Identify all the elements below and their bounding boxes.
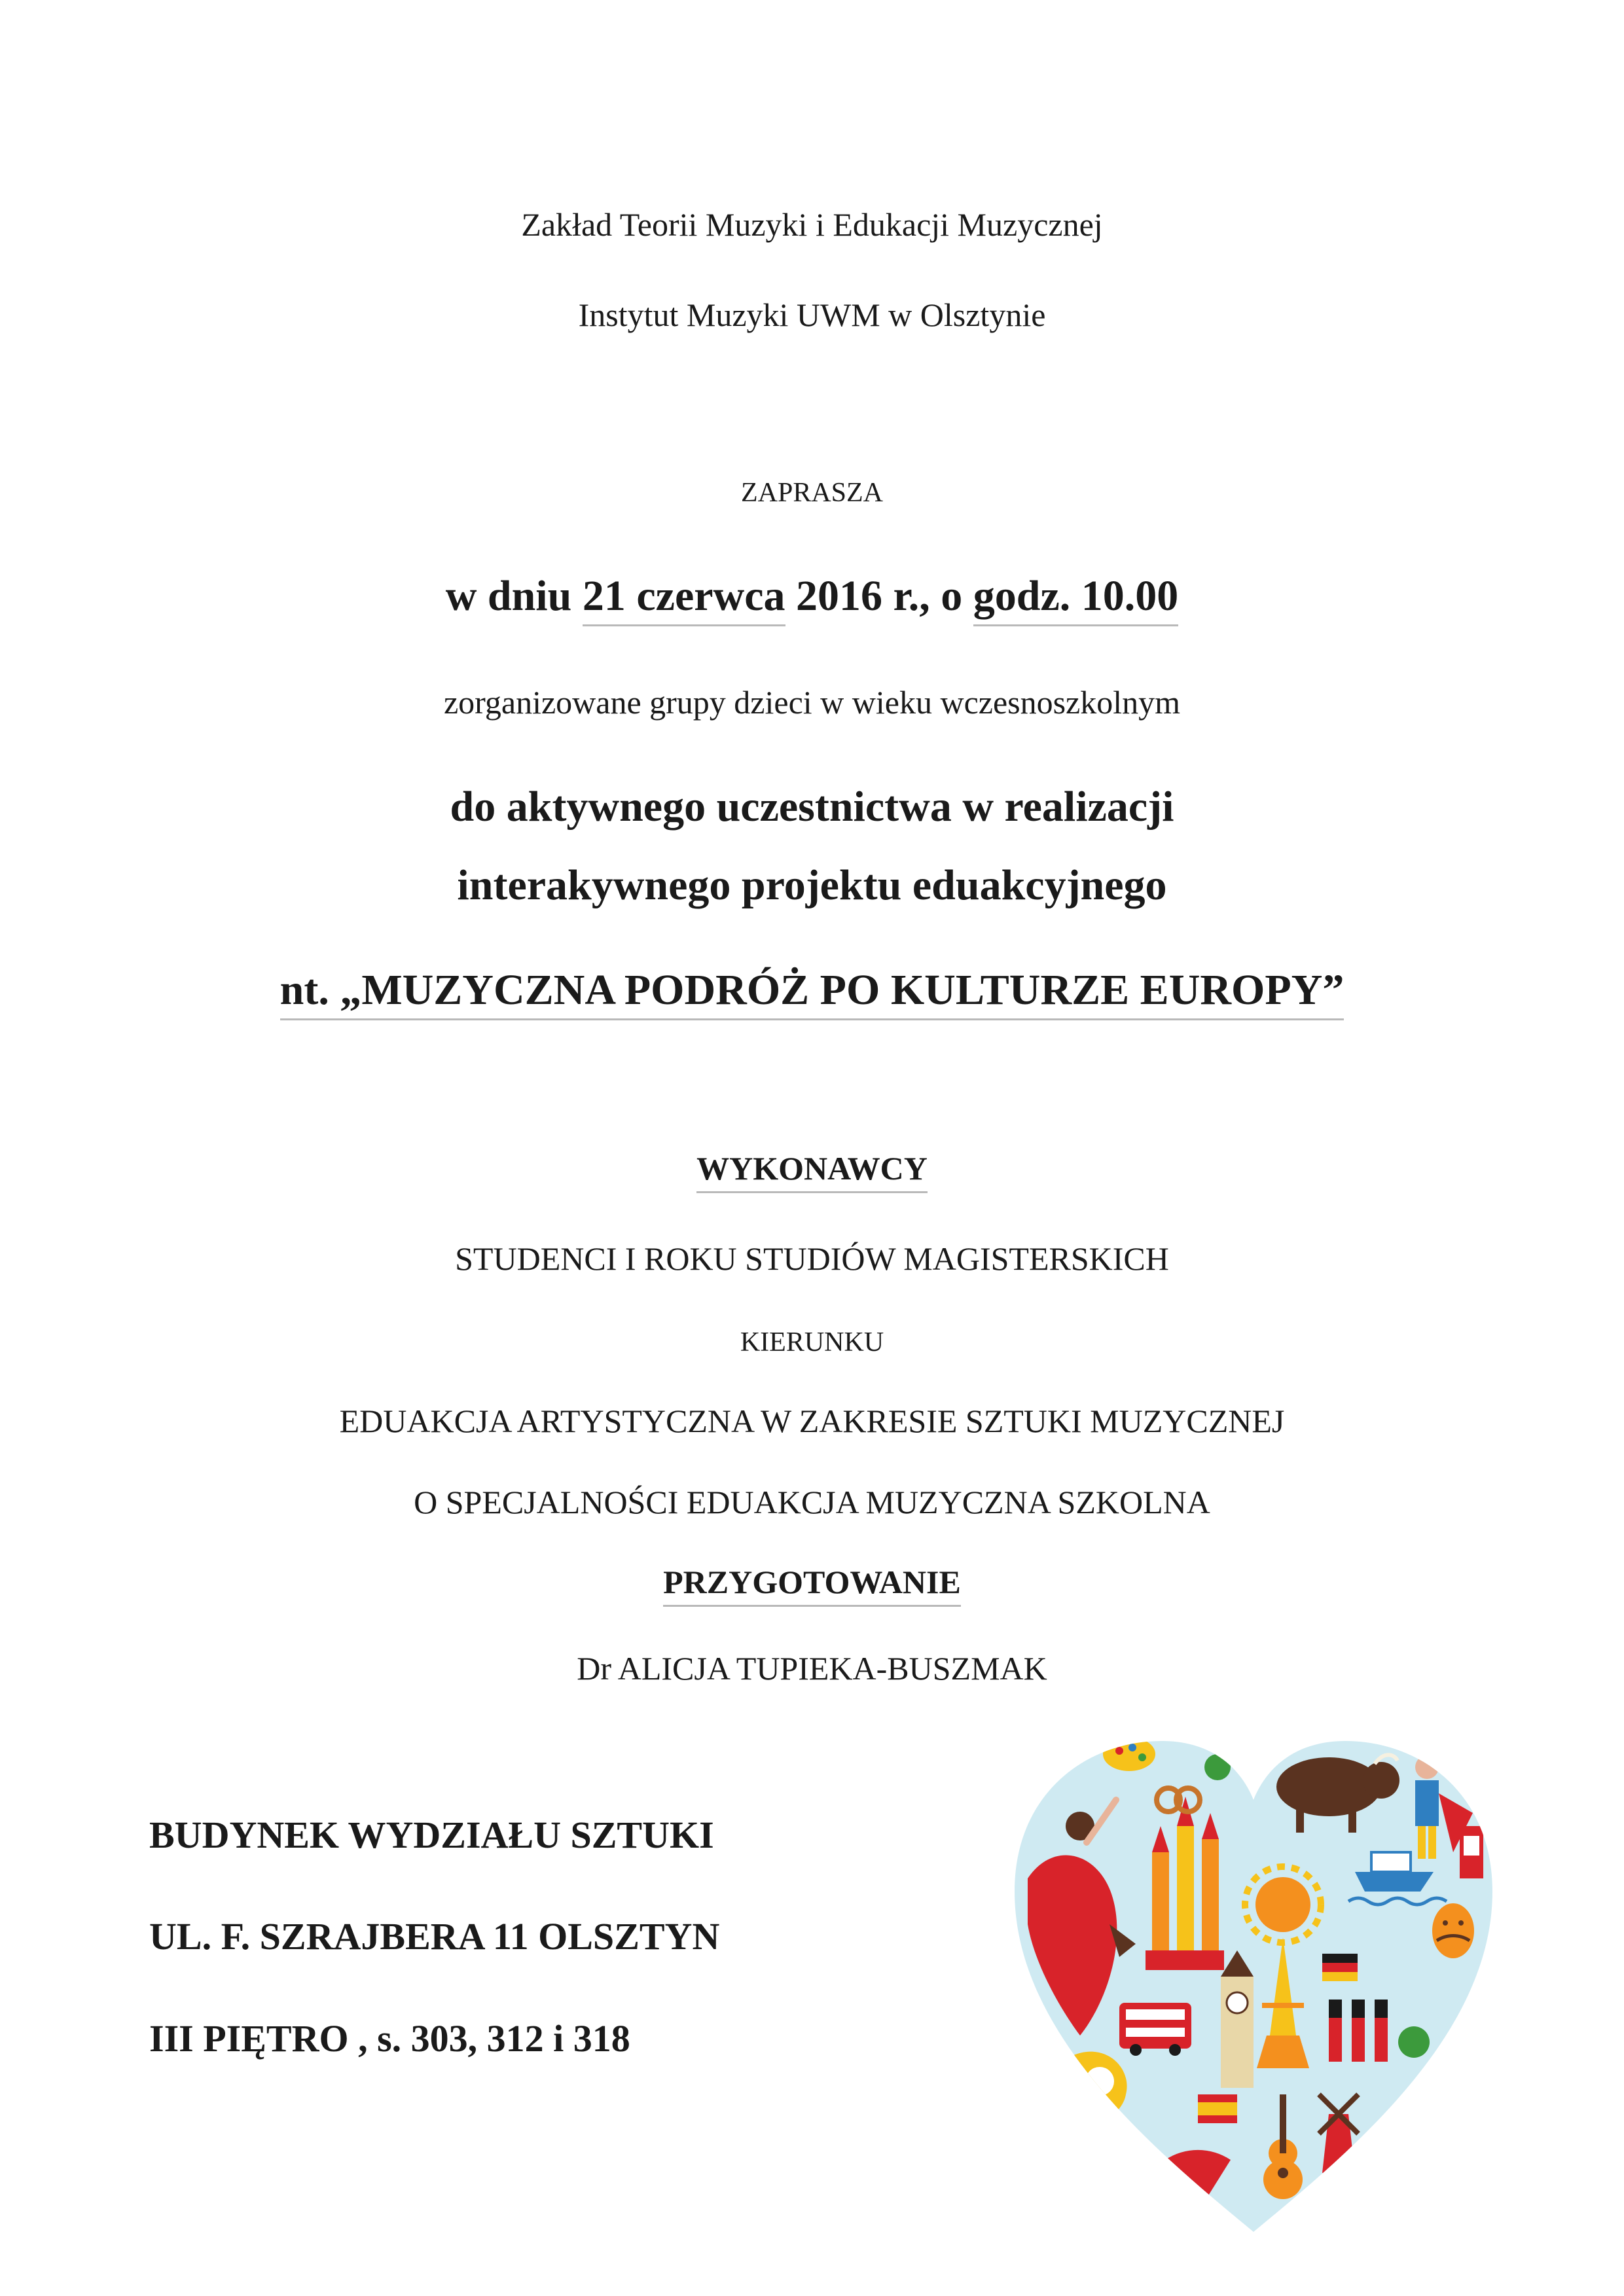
event-date-line: [0, 572, 1624, 626]
flag-germany-icon: [1322, 1954, 1358, 1981]
event-time: godz. 10.00: [973, 575, 1179, 626]
header-line-2: Instytut Muzyki UWM w Olsztynie: [578, 296, 1046, 333]
purpose-line-2: interakywnego projektu eduakcyjnego: [457, 861, 1167, 909]
location-street: UL. F. SZRAJBERA 11 OLSZTYN: [149, 1915, 720, 1958]
performers-heading-line: [0, 1152, 1624, 1193]
invite-label: ZAPRASZA: [740, 478, 884, 508]
phone-box-icon: [1460, 1826, 1483, 1878]
sun-icon: [1245, 1867, 1321, 1943]
performers-line-4: O SPECJALNOŚCI EDUAKCJA MUZYCZNA SZKOLNA: [414, 1484, 1210, 1520]
purpose-line-1: do aktywnego uczestnictwa w realizacji: [450, 783, 1174, 831]
performers-line-3: EDUAKCJA ARTYSTYCZNA W ZAKRESIE SZTUKI MUZYCZNEJ: [339, 1403, 1285, 1439]
project-title-line: [0, 966, 1624, 1020]
audience-line: zorganizowane grupy dzieci w wieku wczesnoszkolnym: [443, 684, 1181, 721]
melting-clock-icon: [1069, 2052, 1127, 2147]
performers-heading: WYKONAWCY: [696, 1152, 928, 1193]
header-line-1: Zakład Teorii Muzyki i Edukacji Muzycznej: [521, 206, 1103, 243]
flag-spain-icon: [1198, 2094, 1237, 2123]
performers-line-2: KIERUNKU: [740, 1327, 884, 1357]
paint-palette-icon: [1103, 1737, 1155, 1771]
project-title: nt. „MUZYCZNA PODRÓŻ PO KULTURZE EUROPY”: [280, 969, 1344, 1020]
dali-face-icon: [1432, 1903, 1474, 1958]
event-date: 21 czerwca: [583, 575, 785, 626]
date-mid: 2016 r., o: [785, 572, 973, 620]
big-ben-icon: [1221, 1950, 1254, 2088]
europe-culture-heart-illustration: [1001, 1728, 1506, 2238]
double-decker-bus-icon: [1119, 2003, 1191, 2056]
tree-icon: [1204, 1754, 1231, 1780]
preparation-heading: PRZYGOTOWANIE: [663, 1566, 961, 1607]
preparation-name: Dr ALICJA TUPIEKA-BUSZMAK: [577, 1650, 1047, 1687]
royal-guards-icon: [1329, 2000, 1388, 2062]
location-floor: III PIĘTRO , s. 303, 312 i 318: [149, 2017, 630, 2060]
preparation-heading-line: [0, 1566, 1624, 1607]
location-building: BUDYNEK WYDZIAŁU SZTUKI: [149, 1814, 714, 1856]
performers-line-1: STUDENCI I ROKU STUDIÓW MAGISTERSKICH: [455, 1240, 1169, 1277]
plant-icon: [1398, 2026, 1430, 2058]
date-prefix: w dniu: [445, 572, 583, 620]
